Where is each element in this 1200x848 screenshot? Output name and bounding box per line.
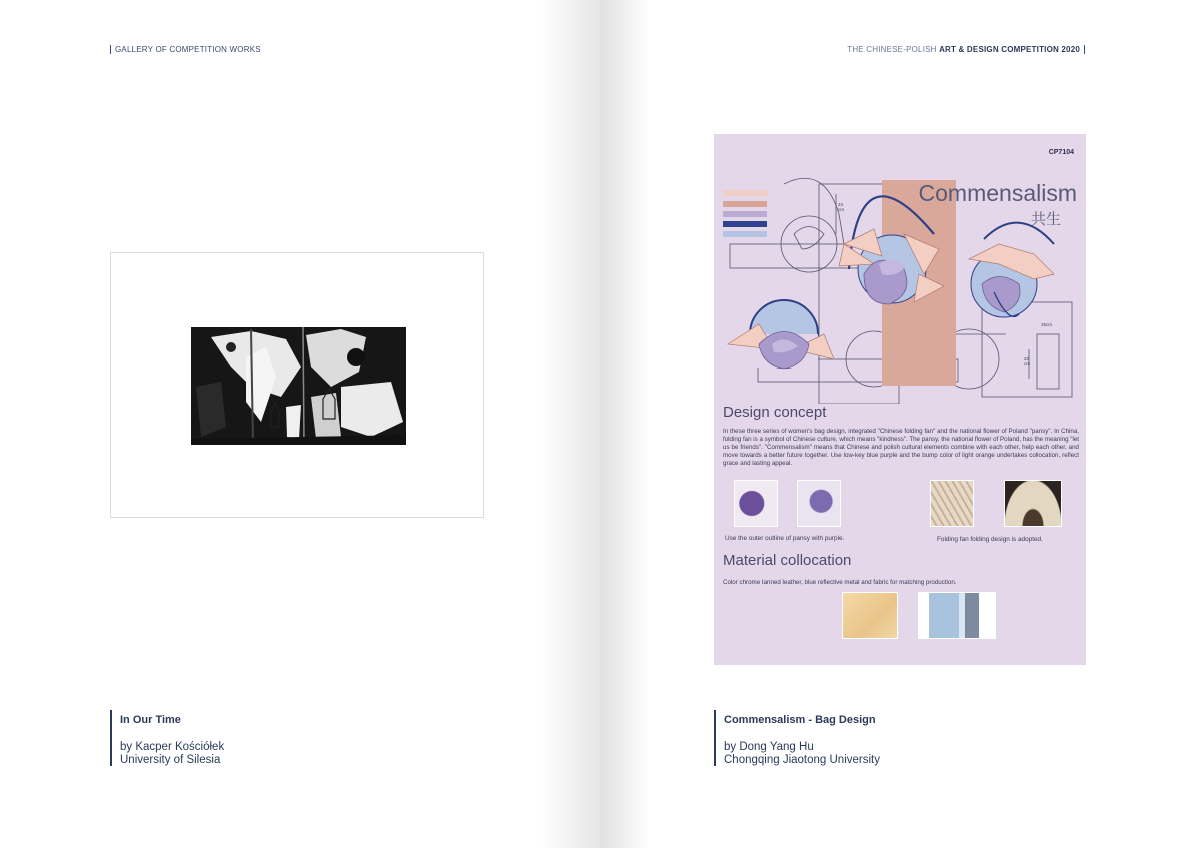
poster-commensalism xyxy=(714,134,1086,665)
poster-title: Commensalism xyxy=(918,180,1077,206)
metal-fabric-photo xyxy=(918,592,996,639)
artwork-university: University of Silesia xyxy=(120,754,221,766)
dimension-label: 20 cm xyxy=(1024,356,1030,366)
artwork-in-our-time xyxy=(110,252,484,518)
artwork-title: In Our Time xyxy=(120,714,181,726)
monotype-print-image xyxy=(191,327,406,445)
running-head-left: GALLERY OF COMPETITION WORKS xyxy=(110,45,261,54)
artwork-author: by Kacper Kościółek xyxy=(120,741,225,753)
running-head-strong: ART & DESIGN COMPETITION 2020 xyxy=(939,45,1080,54)
poster-subtitle: 共生 xyxy=(1030,211,1061,228)
running-head-right xyxy=(847,45,1085,54)
caption-left xyxy=(110,710,430,766)
folding-fan-photo-2 xyxy=(1004,480,1062,527)
gutter-shadow-left xyxy=(540,0,600,848)
running-head-light: THE CHINESE-POLISH xyxy=(847,45,940,54)
dimension-label: 24 cm xyxy=(838,202,844,212)
artwork-university: Chongqing Jiaotong University xyxy=(724,754,880,766)
folding-fan-photo-1 xyxy=(930,480,974,527)
pansy-photo-2 xyxy=(797,480,841,527)
fan-caption: Folding fan folding design is adopted. xyxy=(937,536,1043,543)
design-concept-heading: Design concept xyxy=(723,404,827,421)
gutter-shadow-right xyxy=(600,0,650,848)
dimension-label: 15cm xyxy=(1041,322,1053,327)
caption-right xyxy=(714,710,1034,766)
artwork-title: Commensalism - Bag Design xyxy=(724,714,876,726)
poster-code: CP7104 xyxy=(1048,149,1074,156)
leather-swatch-photo xyxy=(842,592,898,639)
design-concept-text: In these three series of women's bag design, integrated "Chinese folding fan" and the national flower of Poland "pansy". In China, folding fan is a symbol of Chinese culture, which means "kindness". The pansy, the national flower of Poland, has the meaning "let us be friends". "Commensalism" means that Chinese and polish cultural elements combine with each other, help each other, and move towards a better future together. Use low-key blue purple and the bump color of light orange undertakes collocation, reflect grace and lasting appeal. xyxy=(723,428,1079,468)
material-heading: Material collocation xyxy=(723,552,852,569)
pansy-photo-1 xyxy=(734,480,778,527)
artwork-author: by Dong Yang Hu xyxy=(724,741,814,753)
material-text: Color chrome tanned leather, blue reflective metal and fabric for matching production. xyxy=(723,579,957,586)
pansy-caption: Use the outer outline of pansy with purple. xyxy=(725,535,845,542)
